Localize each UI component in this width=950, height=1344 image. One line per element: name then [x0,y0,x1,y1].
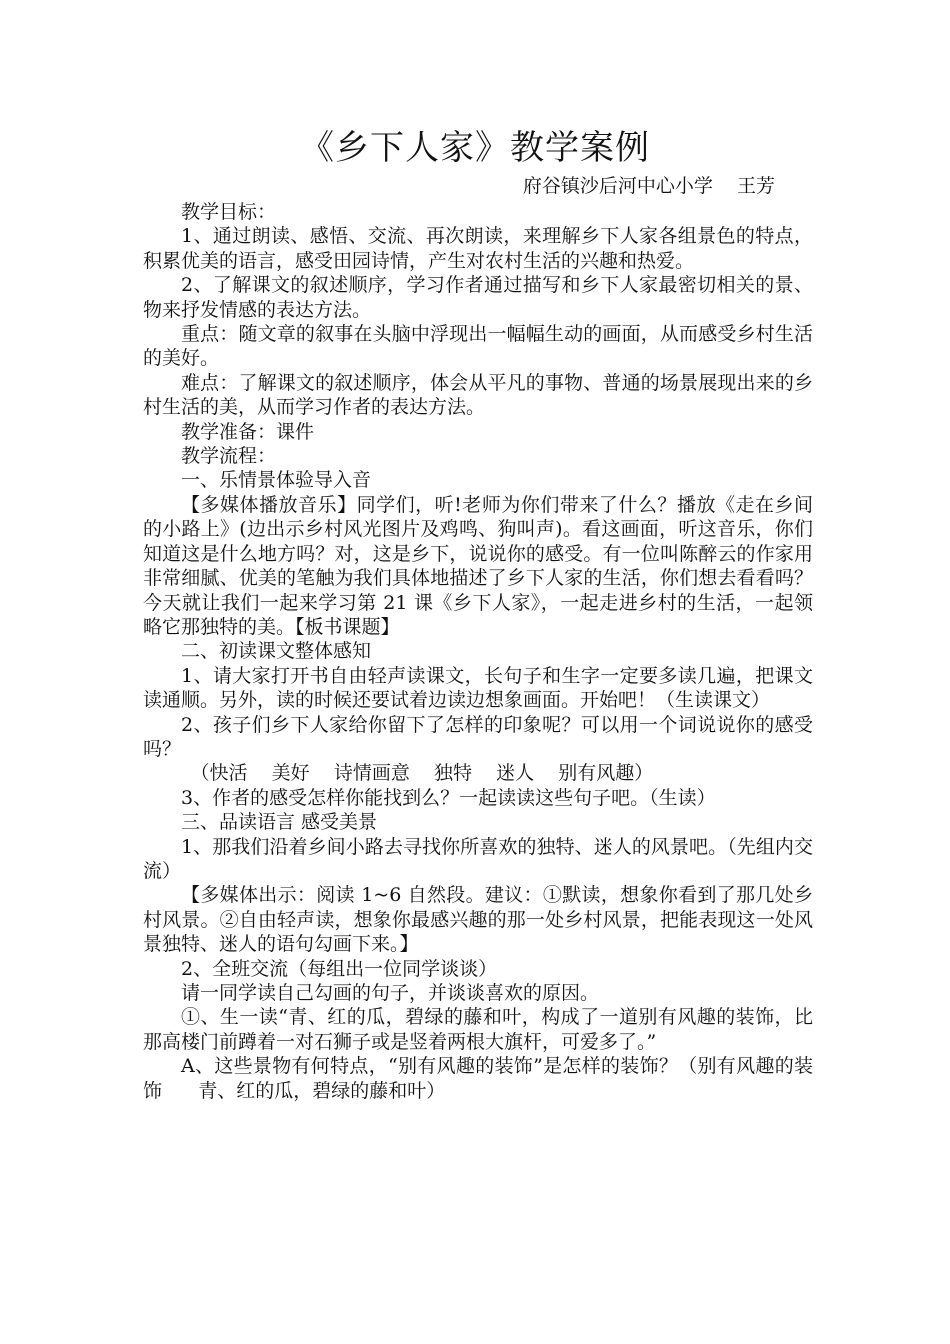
paragraph: 【多媒体出示：阅读 1~6 自然段。建议：①默读，想象你看到了那几处乡村风景。②自由轻声读，想象你最感兴趣的那一处乡村风景，把能表现这一处风景独特、迷人的语句勾画下来。】 [143,884,813,956]
paragraph: 【多媒体播放音乐】同学们，听!老师为你们带来了什么？播放《走在乡间的小路上》(边出示乡村风光图片及鸡鸣、狗叫声)。看这画面，听这音乐，你们知道这是什么地方吗？对，这是乡下，说说你的感受。有一位叫陈醉云的作家用非常细腻、优美的笔触为我们具体地描述了乡下人家的生活，你们想去看看吗？今天就让我们一起来学习第 21 课《乡下人家》，一起走进乡村的生活，一起领略它那独特的美。【板书课题】 [143,493,813,638]
document-title: 《乡下人家》教学案例 [300,128,650,168]
paragraph: （快活 美好 诗情画意 独特 迷人 别有风趣） [190,762,654,785]
paragraph: 3、作者的感受怎样你能找到么？一起读读这些句子吧。（生读） [181,786,716,809]
paragraph: 教学流程： [181,445,277,468]
section-heading: 三、品读语言 感受美景 [181,811,378,834]
paragraph: 重点：随文章的叙事在头脑中浮现出一幅幅生动的画面，从而感受乡村生活的美好。 [143,323,813,370]
paragraph: 1、请大家打开书自由轻声读课文，长句子和生字一定要多读几遍，把课文读通顺。另外，读的时候还要试着边读边想象画面。开始吧！（生读课文） [143,664,813,712]
paragraph: 2、孩子们乡下人家给你留下了怎样的印象呢？可以用一个词说说你的感受吗？ [143,713,813,760]
paragraph: 难点：了解课文的叙述顺序，体会从平凡的事物、普通的场景展现出来的乡村生活的美，从而学习作者的表达方法。 [143,371,813,419]
paragraph: 1、那我们沿着乡间小路去寻找你所喜欢的独特、迷人的风景吧。（先组内交流） [143,835,813,882]
paragraph: 请一同学读自己勾画的句子，并谈谈喜欢的原因。 [181,982,600,1004]
paragraph: A、这些景物有何特点，“别有风趣的装饰”是怎样的装饰？（别有风趣的装饰 青、红的瓜，碧绿的藤和叶） [143,1055,813,1102]
section-heading: 一、乐情景体验导入音 [181,469,372,492]
document-body [143,200,813,1103]
author-line: 府谷镇沙后河中心小学 王芳 [522,175,775,197]
paragraph: ①、生一读“青、红的瓜，碧绿的藤和叶，构成了一道别有风趣的装饰，比那高楼门前蹲着一对石狮子或是竖着两根大旗杆，可爱多了。” [143,1006,813,1053]
paragraph: 教学准备：课件 [181,420,315,443]
paragraph-objectives-heading: 教学目标： [181,201,277,223]
paragraph: 1、通过朗读、感悟、交流、再次朗读，来理解乡下人家各组景色的特点，积累优美的语言，感受田园诗情，产生对农村生活的兴趣和热爱。 [143,225,813,272]
paragraph: 2、全班交流（每组出一位同学谈谈） [181,957,498,980]
paragraph: 2、了解课文的叙述顺序，学习作者通过描写和乡下人家最密切相关的景、物来抒发情感的表达方法。 [143,274,813,321]
section-heading: 二、初读课文整体感知 [181,640,372,663]
